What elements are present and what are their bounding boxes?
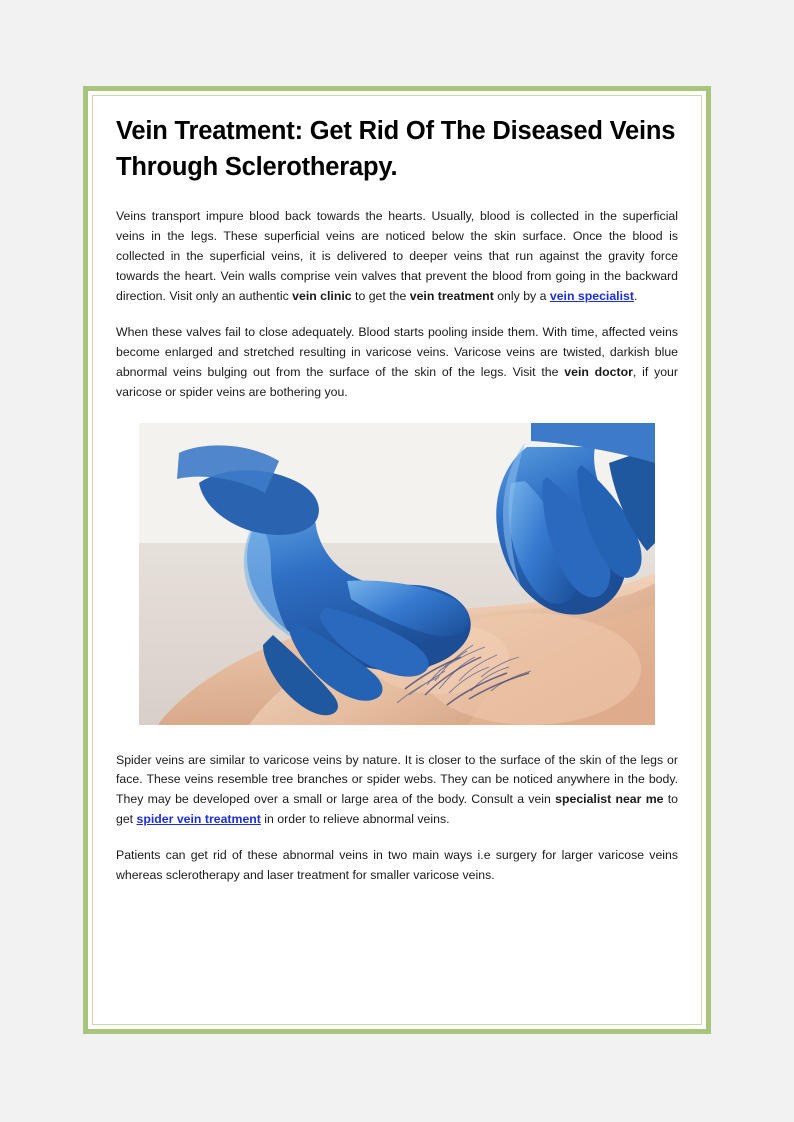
- document-page: [83, 86, 711, 1034]
- paragraph-3-text-a: Spider veins are similar to varicose veins by nature. It is closer to the surface of the skin of the legs or face. These veins resemble tree branches or spider webs. They can be noticed anywhere in the body. They may be developed over a small or large area of the body. Consult a vein: [116, 752, 678, 807]
- link-vein-specialist[interactable]: vein specialist: [549, 289, 634, 304]
- paragraph-1-text-a: Veins transport impure blood back towards the hearts. Usually, blood is collected in the superficial veins in the legs. These superficial veins are noticed below the skin surface. Once the blood is collected in the superficial veins, it is delivered to deeper veins that run against the gravity force towards the heart. Vein walls comprise vein valves that prevent the blood from going in the backward direction. Visit only an authentic: [116, 209, 678, 304]
- page-content: [88, 91, 706, 1029]
- vein-examination-photo: [139, 423, 655, 725]
- paragraph-3-text-c: to get: [116, 792, 678, 827]
- page-title: Vein Treatment: Get Rid Of The Diseased Veins Through Sclerotherapy.: [116, 117, 676, 182]
- paragraph-2: [116, 323, 678, 403]
- term-vein-clinic: vein clinic: [292, 289, 352, 304]
- link-spider-vein-treatment[interactable]: spider vein treatment: [136, 812, 261, 827]
- paragraph-1-text-g: .: [633, 289, 638, 304]
- paragraph-3: [116, 751, 678, 831]
- paragraph-3-text-e: in order to relieve abnormal veins.: [260, 812, 450, 827]
- paragraph-2-text-c: , if your varicose or spider veins are bothering you.: [116, 364, 678, 399]
- term-vein-treatment: vein treatment: [409, 289, 494, 304]
- paragraph-1: [116, 207, 678, 307]
- term-vein-doctor: vein doctor: [564, 364, 633, 379]
- paragraph-1-text-e: only by a: [493, 289, 550, 304]
- figure: [116, 423, 678, 725]
- paragraph-1-text-c: to get the: [351, 289, 410, 304]
- paragraph-4: Patients can get rid of these abnormal veins in two main ways i.e surgery for larger varicose veins whereas sclerotherapy and laser treatment for smaller varicose veins.: [116, 848, 678, 883]
- term-specialist-near-me: specialist near me: [555, 792, 664, 807]
- paragraph-2-text-a: When these valves fail to close adequately. Blood starts pooling inside them. With time, affected veins become enlarged and stretched resulting in varicose veins. Varicose veins are twisted, darkish blue abnormal veins bulging out from the surface of the skin of the legs. Visit the: [116, 324, 678, 379]
